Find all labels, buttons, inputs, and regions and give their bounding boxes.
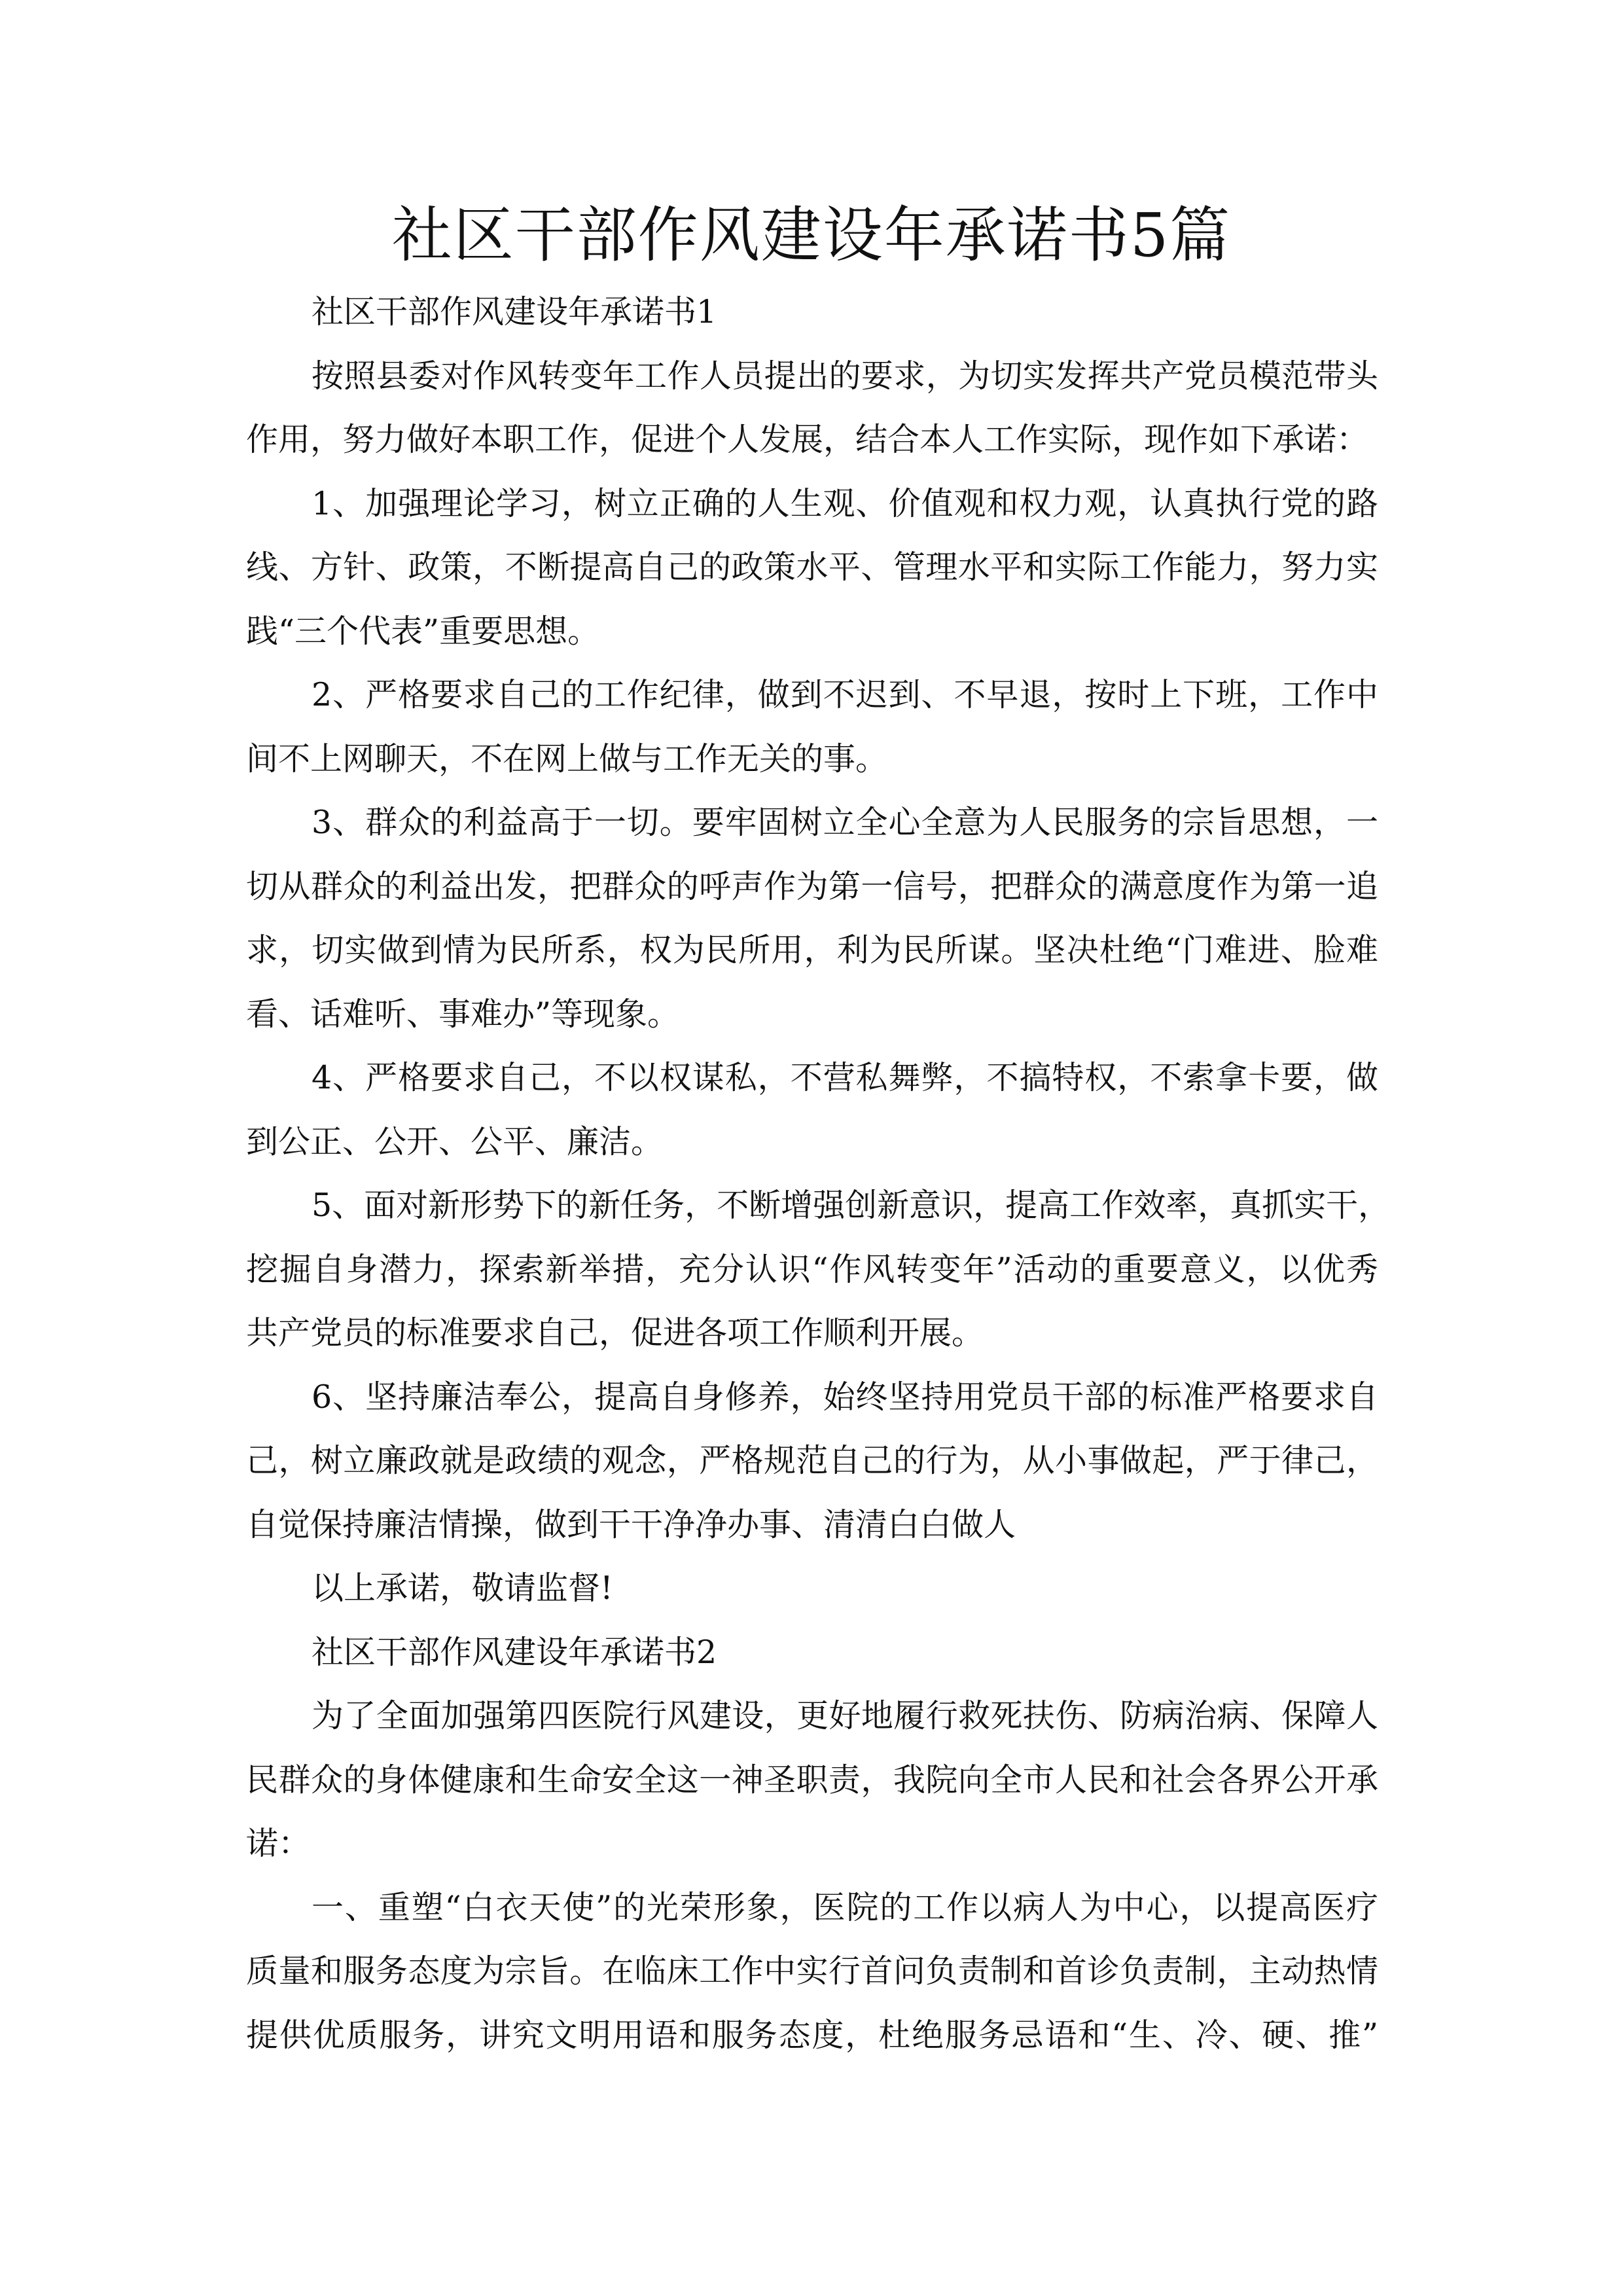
text-line: 己，树立廉政就是政绩的观念，严格规范自己的行为，从小事做起，严于律己， <box>246 1442 1378 1479</box>
text-line: 提供优质服务，讲究文明用语和服务态度，杜绝服务忌语和“生、冷、硬、推” <box>246 2016 1378 2054</box>
text-line: 到公正、公开、公平、廉洁。 <box>246 1122 664 1160</box>
text-line: 6、坚持廉洁奉公，提高自身修养，始终坚持用党员干部的标准严格要求自 <box>312 1378 1378 1416</box>
text-line: 3、群众的利益高于一切。要牢固树立全心全意为人民服务的宗旨思想，一 <box>312 804 1378 841</box>
text-line: 自觉保持廉洁情操，做到干干净净办事、清清白白做人 <box>246 1505 1016 1543</box>
text-line: 民群众的身体健康和生命安全这一神圣职责，我院向全市人民和社会各界公开承 <box>246 1761 1378 1799</box>
text-line: 线、方针、政策，不断提高自己的政策水平、管理水平和实际工作能力，努力实 <box>246 548 1378 586</box>
document-title: 社区干部作风建设年承诺书5篇 <box>391 200 1232 270</box>
text-line: 社区干部作风建设年承诺书2 <box>312 1633 717 1671</box>
paragraph <box>246 1556 1378 1621</box>
document-body <box>246 280 1391 2067</box>
text-line: 看、话难听、事难办”等现象。 <box>246 995 680 1033</box>
paragraph <box>246 1046 1378 1174</box>
paragraph <box>246 791 1378 1046</box>
text-line: 4、严格要求自己，不以权谋私，不营私舞弊，不搞特权，不索拿卡要，做 <box>312 1059 1378 1096</box>
text-line: 作用，努力做好本职工作，促进个人发展，结合本人工作实际，现作如下承诺： <box>246 421 1369 458</box>
text-line: 为了全面加强第四医院行风建设，更好地履行救死扶伤、防病治病、保障人 <box>312 1697 1378 1734</box>
text-line: 诺： <box>246 1825 311 1862</box>
paragraph <box>246 1174 1391 1365</box>
text-line: 以上承诺，敬请监督! <box>312 1570 613 1607</box>
text-line: 间不上网聊天，不在网上做与工作无关的事。 <box>246 740 888 778</box>
text-line: 切从群众的利益出发，把群众的呼声作为第一信号，把群众的满意度作为第一追 <box>246 867 1378 905</box>
paragraph <box>246 472 1378 664</box>
text-line: 一、重塑“白衣天使”的光荣形象，医院的工作以病人为中心，以提高医疗 <box>312 1888 1378 1926</box>
paragraph <box>246 280 1378 344</box>
text-line: 1、加强理论学习，树立正确的人生观、价值观和权力观，认真执行党的路 <box>312 484 1378 522</box>
text-line: 5、面对新形势下的新任务，不断增强创新意识，提高工作效率，真抓实干， <box>312 1187 1391 1224</box>
text-line: 质量和服务态度为宗旨。在临床工作中实行首问负责制和首诊负责制，主动热情 <box>246 1952 1378 1990</box>
paragraph <box>246 1621 1378 1685</box>
paragraph <box>246 344 1378 472</box>
text-line: 求，切实做到情为民所系，权为民所用，利为民所谋。坚决杜绝“门难进、脸难 <box>246 931 1378 969</box>
text-line: 按照县委对作风转变年工作人员提出的要求，为切实发挥共产党员模范带头 <box>312 357 1378 395</box>
text-line: 2、严格要求自己的工作纪律，做到不迟到、不早退，按时上下班，工作中 <box>312 676 1378 713</box>
text-line: 践“三个代表”重要思想。 <box>246 612 600 650</box>
paragraph <box>246 1684 1378 1876</box>
paragraph <box>246 1365 1378 1557</box>
text-line: 挖掘自身潜力，探索新举措，充分认识“作风转变年”活动的重要意义，以优秀 <box>246 1250 1378 1288</box>
paragraph <box>246 663 1378 791</box>
paragraph <box>246 1876 1378 2068</box>
text-line: 社区干部作风建设年承诺书1 <box>312 293 717 331</box>
text-line: 共产党员的标准要求自己，促进各项工作顺利开展。 <box>246 1314 984 1352</box>
